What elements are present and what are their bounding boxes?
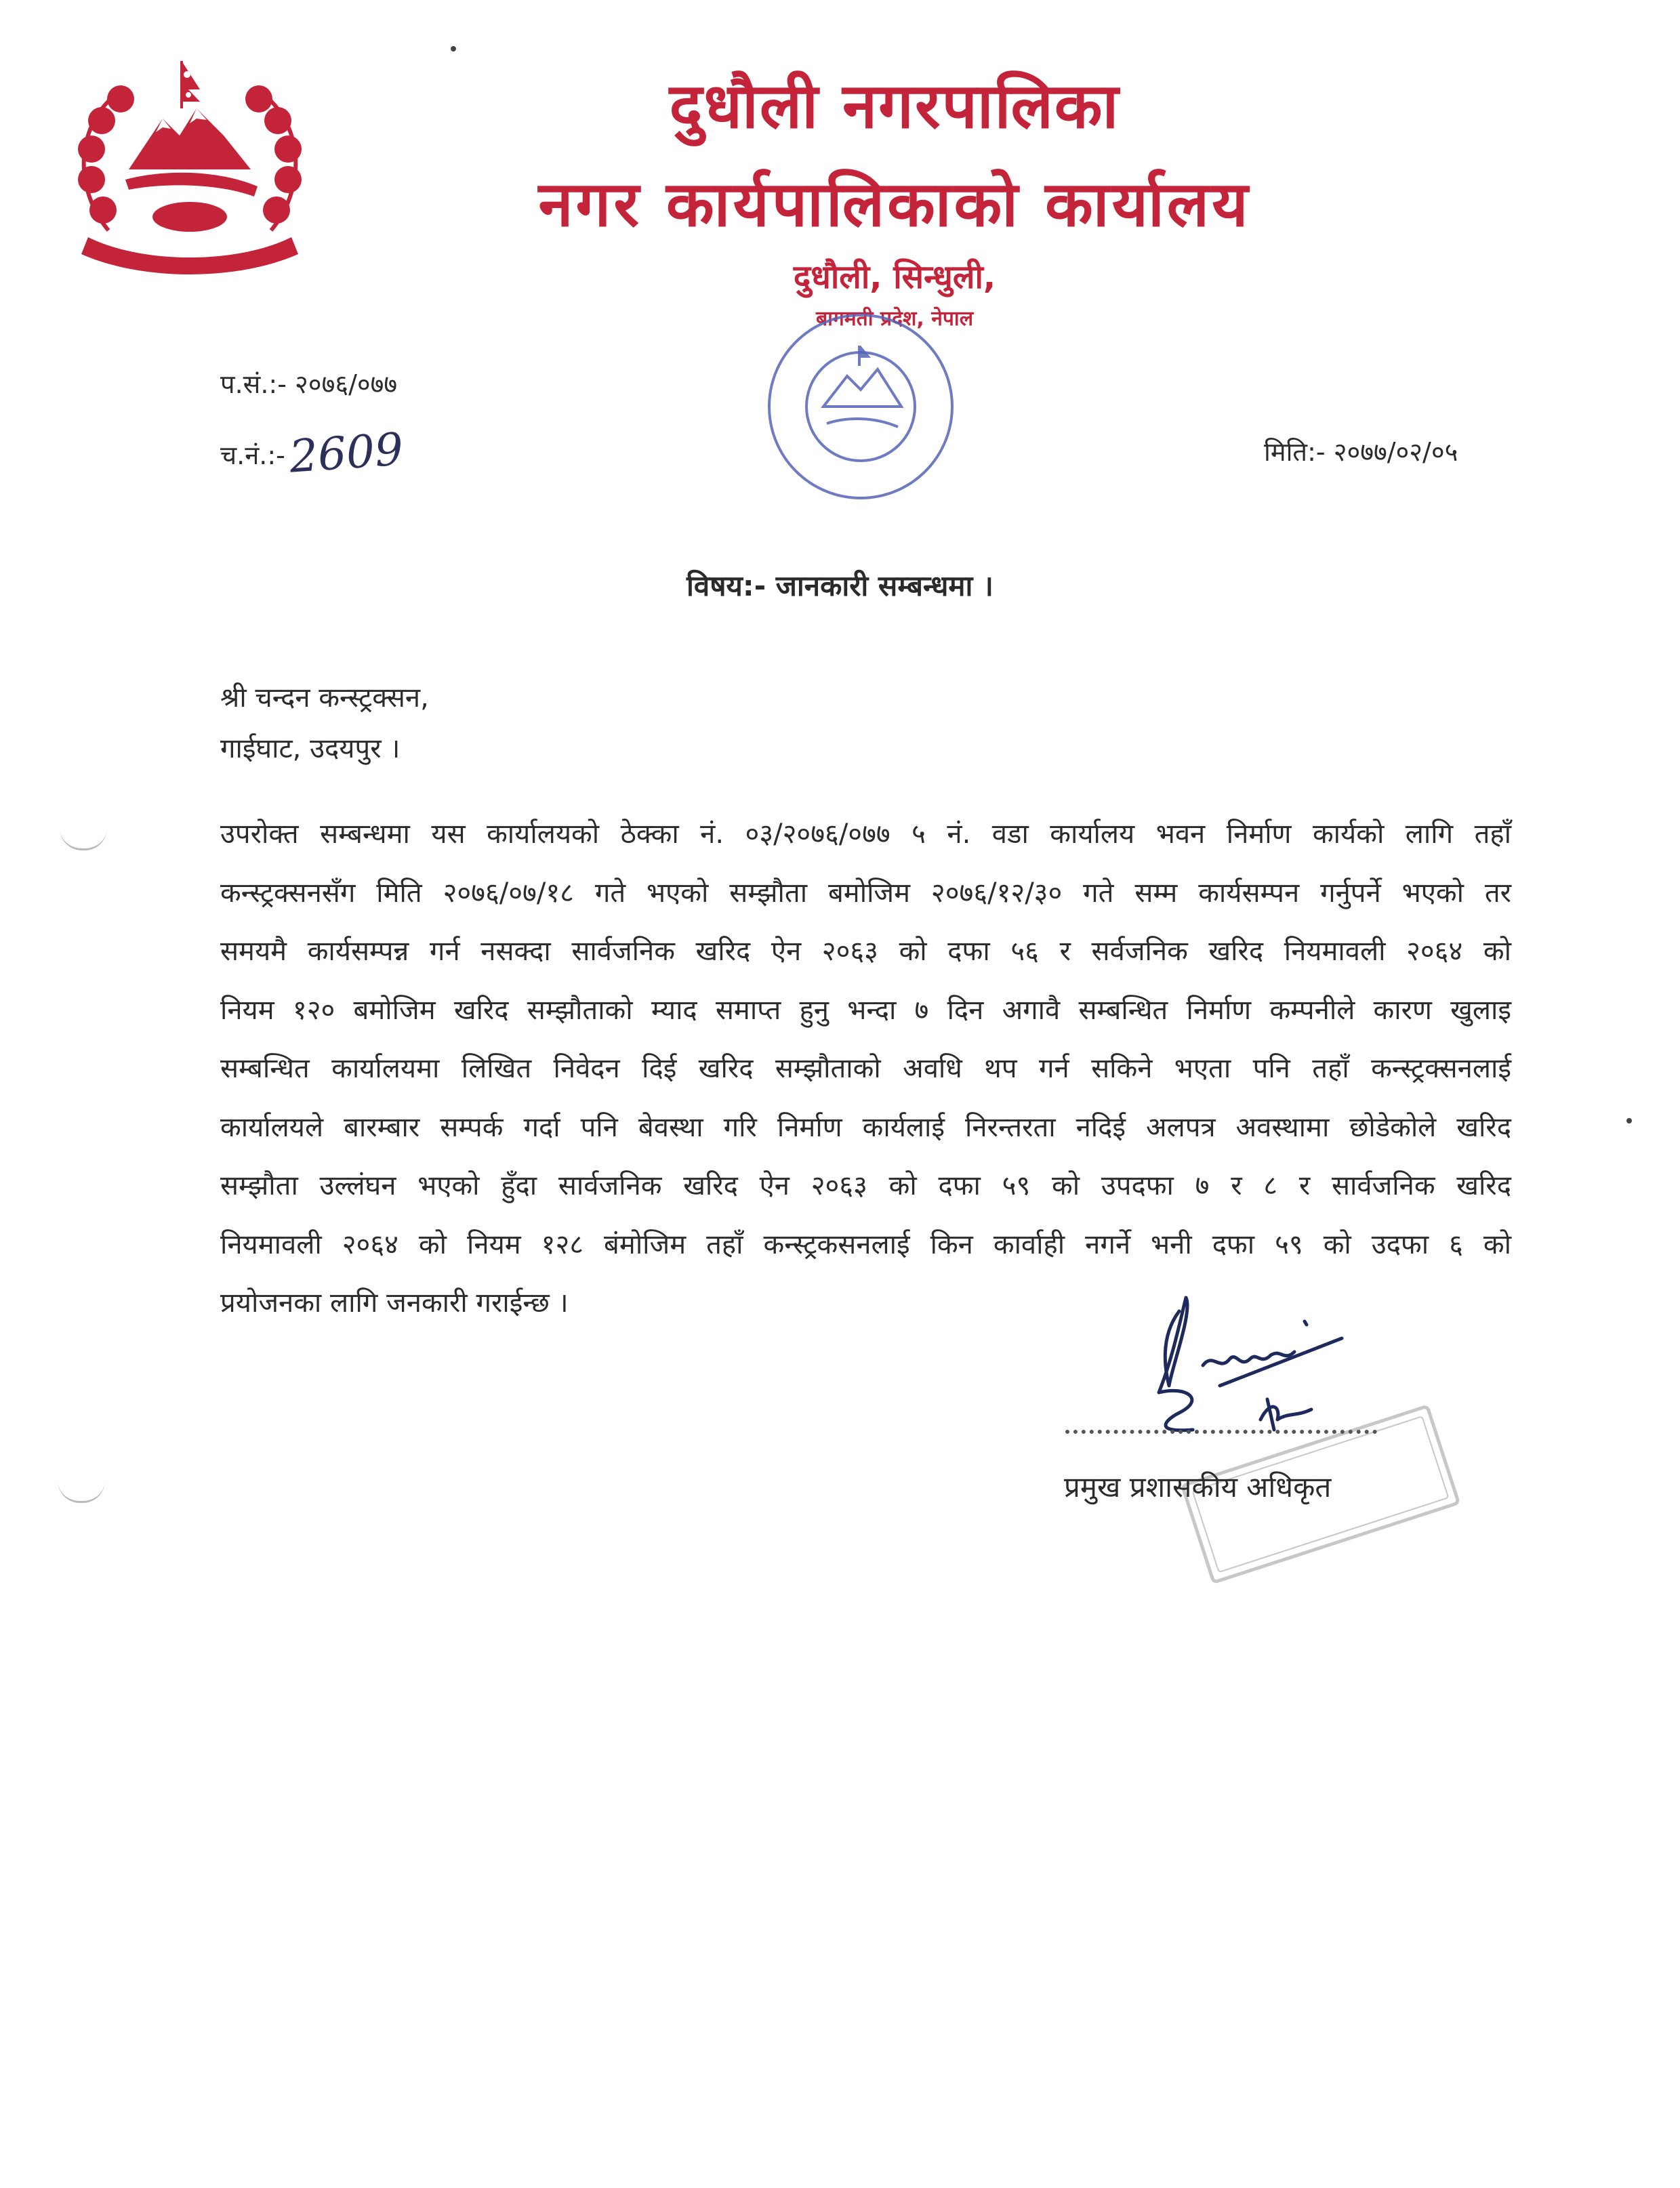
handwritten-signature-icon (1139, 1284, 1396, 1453)
office-name: नगर कार्यपालिकाको कार्यालय (538, 168, 1251, 241)
body-line: उपरोक्त सम्बन्धमा यस कार्यालयको ठेक्का नं. ०३/२०७६/०७७ ५ नं. वडा कार्यालय भवन निर्माण कार्यको लागि तहाँ (220, 819, 1511, 850)
recipient-address: गाईघाट, उदयपुर । (220, 733, 401, 764)
letter-date-line (1264, 434, 1458, 469)
organization-name: दुधौली नगरपालिका (669, 70, 1120, 142)
body-line: नियमावली २०६४ को नियम १२८ बंमोजिम तहाँ कन्स्ट्रकसनलाई किन कार्वाही नगर्ने भनी दफा ५९ को उदफा ६ को (220, 1229, 1511, 1260)
nepal-coat-of-arms-icon (61, 54, 319, 278)
body-line: सम्झौता उल्लंघन भएको हुँदा सार्वजनिक खरिद ऐन २०६३ को दफा ५९ को उपदफा ७ र ८ र सार्वजनिक खरिद (220, 1170, 1511, 1201)
scan-speck (1626, 1118, 1632, 1123)
punch-hole-mark (60, 828, 107, 850)
office-address-province: बागमती प्रदेश, नेपाल (815, 307, 974, 331)
dispatch-number-label: च.नं.:- (220, 440, 285, 470)
recipient-name: श्री चन्दन कन्स्ट्रक्सन, (220, 682, 429, 714)
letter-body (220, 805, 1511, 1333)
reference-number-value: २०७६/०७७ (295, 369, 398, 399)
body-line: समयमै कार्यसम्पन्न गर्न नसक्दा सार्वजनिक खरिद ऐन २०६३ को दफा ५६ र सर्वजनिक खरिद नियमावली २०६४ को (220, 936, 1511, 967)
signatory-title: प्रमुख प्रशासकीय अधिकृत (1064, 1470, 1332, 1504)
dispatch-number-line (220, 423, 405, 483)
office-address-district: दुधौली, सिन्धुली, (793, 258, 996, 296)
body-line: नियम १२० बमोजिम खरिद सम्झौताको म्याद समाप्त हुनु भन्दा ७ दिन अगावै सम्बन्धित निर्माण कम्पनीले कारण खुलाइ (220, 994, 1511, 1026)
letter-subject: विषय:- जानकारी सम्बन्धमा । (687, 569, 993, 602)
body-line: सम्बन्धित कार्यालयमा लिखित निवेदन दिई खरिद सम्झौताको अवधि थप गर्न सकिने भएता पनि तहाँ कन्स्ट्रक्सनलाई (220, 1053, 1511, 1084)
dispatch-number-value: 2609 (287, 423, 405, 483)
body-line: कन्स्ट्रक्सनसँग मिति २०७६/०७/१८ गते भएको सम्झौता बमोजिम २०७६/१२/३० गते सम्म कार्यसम्पन गर्नुपर्ने भएको तर (220, 877, 1511, 909)
office-round-stamp-icon (759, 305, 962, 549)
signature-line (1065, 1430, 1377, 1434)
reference-number-label: प.सं.:- (220, 369, 287, 399)
punch-hole-mark (58, 1481, 105, 1503)
scan-speck (451, 46, 456, 51)
reference-number-line (220, 366, 397, 401)
body-line: कार्यालयले बारम्बार सम्पर्क गर्दा पनि बेवस्था गरि निर्माण कार्यलाई निरन्तरता नदिई अलपत्र अवस्थामा छोडेकोले खरिद (220, 1111, 1511, 1143)
date-label: मिति:- (1264, 437, 1326, 467)
date-value: २०७७/०२/०५ (1333, 437, 1458, 467)
body-line: प्रयोजनका लागि जनकारी गराईन्छ । (220, 1287, 569, 1319)
